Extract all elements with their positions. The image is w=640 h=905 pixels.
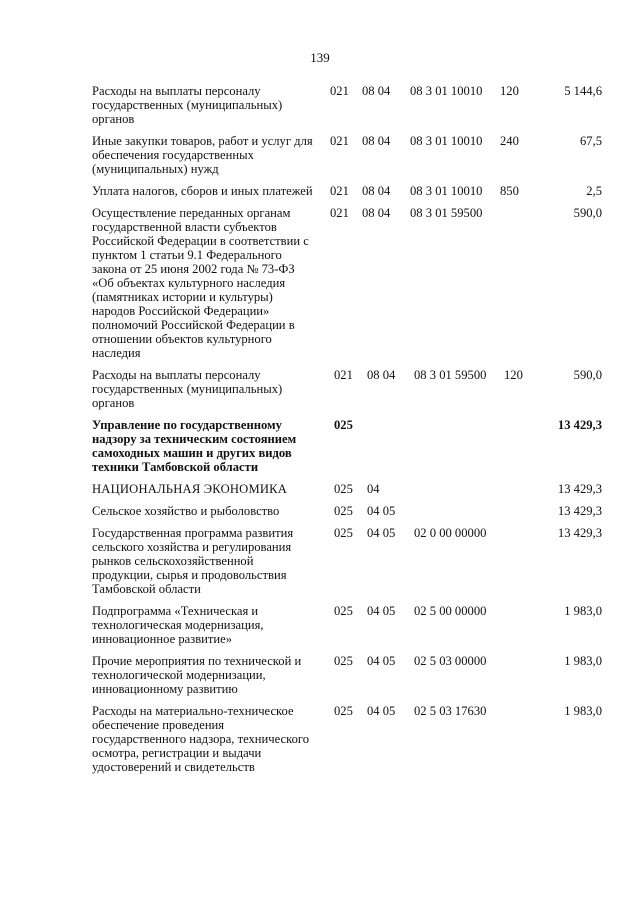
table-row: [0, 206, 640, 360]
target-article-code: 08 3 01 10010: [410, 184, 483, 198]
admin-code: 025: [334, 482, 353, 496]
page-number: 139: [310, 50, 330, 65]
amount: 590,0: [573, 206, 602, 220]
table-row: [0, 84, 640, 126]
section-code: 08 04: [362, 134, 391, 148]
section-code: 04 05: [367, 704, 396, 718]
admin-code: 025: [334, 526, 353, 540]
target-article-code: 02 5 03 00000: [414, 654, 487, 668]
row-name: Расходы на материально-техническое обеспечение проведения государственного надзора, технического осмотра, регистрации и выдачи удостоверений и свидетельств: [92, 704, 310, 774]
table-row: [0, 184, 640, 198]
admin-code: 021: [330, 134, 349, 148]
section-code: 08 04: [367, 368, 396, 382]
target-article-code: 08 3 01 59500: [414, 368, 487, 382]
row-name: Сельское хозяйство и рыболовство: [92, 504, 280, 518]
admin-code: 021: [334, 368, 353, 382]
admin-code: 025: [334, 704, 353, 718]
expense-type-code: 120: [500, 84, 519, 98]
admin-code: 025: [334, 418, 353, 432]
section-code: 08 04: [362, 206, 391, 220]
amount: 13 429,3: [557, 504, 602, 518]
amount: 1 983,0: [564, 604, 602, 618]
row-name: НАЦИОНАЛЬНАЯ ЭКОНОМИКА: [92, 482, 288, 496]
amount: 13 429,3: [557, 418, 602, 432]
target-article-code: 02 0 00 00000: [414, 526, 487, 540]
table-row: [0, 482, 640, 496]
section-code: 04 05: [367, 604, 396, 618]
admin-code: 025: [334, 504, 353, 518]
table-row: [0, 134, 640, 176]
section-code: 04 05: [367, 526, 396, 540]
row-name: Управление по государственному надзору за техническим состоянием самоходных машин и других видов техники Тамбовской области: [92, 418, 297, 474]
table-row: [0, 604, 640, 646]
admin-code: 021: [330, 184, 349, 198]
expense-type-code: 120: [504, 368, 523, 382]
target-article-code: 08 3 01 59500: [410, 206, 483, 220]
target-article-code: 08 3 01 10010: [410, 84, 483, 98]
row-name: Осуществление переданных органам государственной власти субъектов Российской Федерации в соответствии с пунктом 1 статьи 9.1 Федерального закона от 25 июня 2002 года № 73-ФЗ «Об объектах культурного наследия (памятниках истории и культуры) народов Российской Федерации» полномочий Российской Федерации в отношении объектов культурного наследия: [92, 206, 309, 360]
amount: 1 983,0: [564, 704, 602, 718]
row-name: Иные закупки товаров, работ и услуг для обеспечения государственных (муниципальных) нужд: [92, 134, 313, 176]
row-name: Подпрограмма «Техническая и технологическая модернизация, инновационное развитие»: [92, 604, 264, 646]
target-article-code: 02 5 03 17630: [414, 704, 487, 718]
admin-code: 021: [330, 84, 349, 98]
amount: 5 144,6: [564, 84, 602, 98]
row-name: Прочие мероприятия по технической и технологической модернизации, инновационному развитию: [92, 654, 302, 696]
expense-type-code: 240: [500, 134, 519, 148]
row-name: Расходы на выплаты персоналу государственных (муниципальных) органов: [92, 368, 283, 410]
amount: 13 429,3: [557, 526, 602, 540]
table-row: [0, 654, 640, 696]
section-code: 04 05: [367, 504, 396, 518]
section-code: 08 04: [362, 84, 391, 98]
row-name: Уплата налогов, сборов и иных платежей: [92, 184, 313, 198]
budget-table: [0, 84, 640, 782]
table-row: [0, 504, 640, 518]
expense-type-code: 850: [500, 184, 519, 198]
table-row: [0, 368, 640, 410]
admin-code: 021: [330, 206, 349, 220]
amount: 13 429,3: [557, 482, 602, 496]
section-code: 04 05: [367, 654, 396, 668]
row-name: Расходы на выплаты персоналу государственных (муниципальных) органов: [92, 84, 283, 126]
admin-code: 025: [334, 604, 353, 618]
amount: 1 983,0: [564, 654, 602, 668]
amount: 590,0: [573, 368, 602, 382]
amount: 67,5: [579, 134, 602, 148]
table-row: [0, 526, 640, 596]
target-article-code: 02 5 00 00000: [414, 604, 487, 618]
row-name: Государственная программа развития сельского хозяйства и регулирования рынков сельскохозяйственной продукции, сырья и продовольствия Тамбовской области: [92, 526, 294, 596]
table-row: [0, 418, 640, 474]
table-row: [0, 704, 640, 774]
target-article-code: 08 3 01 10010: [410, 134, 483, 148]
section-code: 04: [367, 482, 380, 496]
amount: 2,5: [586, 184, 602, 198]
section-code: 08 04: [362, 184, 391, 198]
admin-code: 025: [334, 654, 353, 668]
